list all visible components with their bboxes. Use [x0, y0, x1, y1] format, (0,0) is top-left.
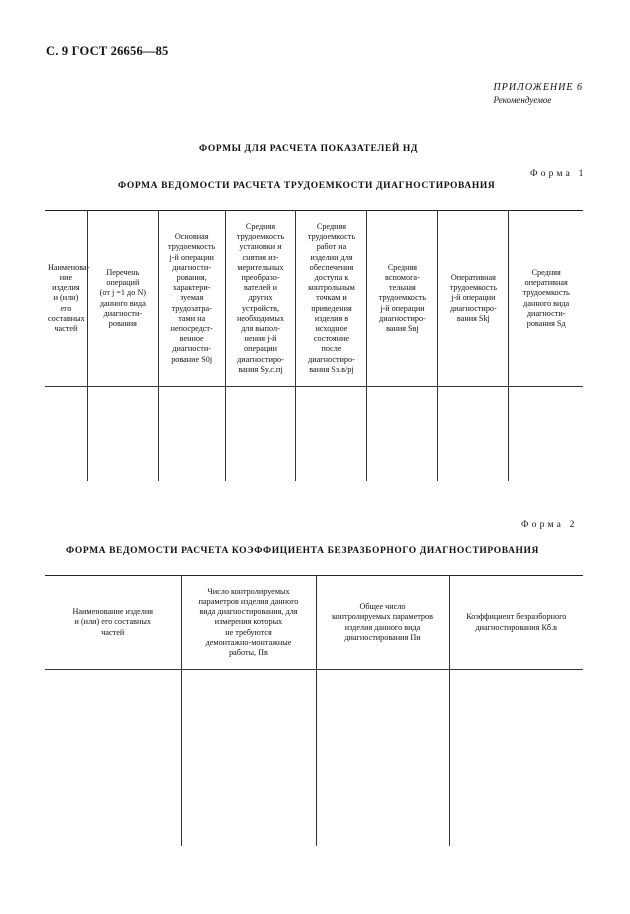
form1-col-header: Средняя вспомога- тельная трудоемкость j-й операции диагностиро- вания Sвj: [367, 211, 438, 387]
form1-body-row: [45, 387, 583, 481]
table-cell: [225, 387, 296, 481]
form2-col-header: Общее число контролируемых параметров изделия данного вида диагностирования Пи: [316, 576, 449, 670]
table-cell: [45, 670, 181, 846]
form1-col-header: Наименова- ние изделия и (или) его составных частей: [45, 211, 87, 387]
form1-col-header: Оперативная трудоемкость j-й операции диагностиро- вания Skj: [438, 211, 509, 387]
form1-title: ФОРМА ВЕДОМОСТИ РАСЧЕТА ТРУДОЕМКОСТИ ДИАГНОСТИРОВАНИЯ: [118, 181, 496, 191]
page-header: С. 9 ГОСТ 26656—85: [46, 44, 169, 58]
form1-header-row: [45, 211, 583, 387]
form2-col-header: Наименование изделия и (или) его составных частей: [45, 576, 181, 670]
table-cell: [296, 387, 367, 481]
table-cell: [509, 387, 583, 481]
form2-title: ФОРМА ВЕДОМОСТИ РАСЧЕТА КОЭФФИЦИЕНТА БЕЗРАЗБОРНОГО ДИАГНОСТИРОВАНИЯ: [66, 546, 539, 556]
form2-col-header: Число контролируемых параметров изделия данного вида диагностирования, для измерения которых не требуются демонтажно-монтажные работы, Пв: [181, 576, 316, 670]
form1-col-header: Средняя трудоемкость работ на изделии для обеспечения доступа к контрольным точкам и приведения изделия в исходное состояние после диагностиро- вания Sз.в/рj: [296, 211, 367, 387]
table-cell: [367, 387, 438, 481]
form2-label: Форма 2: [521, 520, 578, 530]
table-cell: [438, 387, 509, 481]
appendix-label: ПРИЛОЖЕНИЕ 6: [493, 82, 583, 93]
table-cell: [181, 670, 316, 846]
form1-col-header: Средняя оперативная трудоемкость данного вида диагности- рования Sд: [509, 211, 583, 387]
form1-label: Форма 1: [530, 169, 587, 179]
table-cell: [87, 387, 158, 481]
form2-col-header: Коэффициент безразборного диагностирования Кб.в: [449, 576, 583, 670]
main-title: ФОРМЫ ДЛЯ РАСЧЕТА ПОКАЗАТЕЛЕЙ НД: [199, 144, 418, 154]
table-cell: [316, 670, 449, 846]
table-cell: [449, 670, 583, 846]
form2-header-row: [45, 576, 583, 670]
form1-col-header: Средняя трудоемкость установки и снятия из- мерительных преобразо- вателей и других устройств, необходимых для выпол- нения j-й операции диагностиро- вания Sу.с.пj: [225, 211, 296, 387]
table-cell: [158, 387, 225, 481]
form1-col-header: Перечень операций (от j =1 до N) данного вида диагности- рования: [87, 211, 158, 387]
appendix-block: [494, 81, 584, 107]
form2-table: [45, 575, 583, 846]
form1-table: [45, 210, 583, 481]
form2-body-row: [45, 670, 583, 846]
form1-col-header: Основная трудоемкость j-й операции диагности- рования, характери- зуемая трудозатра- тами на непосредст- венное диагности- рование S0j: [158, 211, 225, 387]
table-cell: [45, 387, 87, 481]
appendix-status: Рекомендуемое: [493, 95, 552, 105]
